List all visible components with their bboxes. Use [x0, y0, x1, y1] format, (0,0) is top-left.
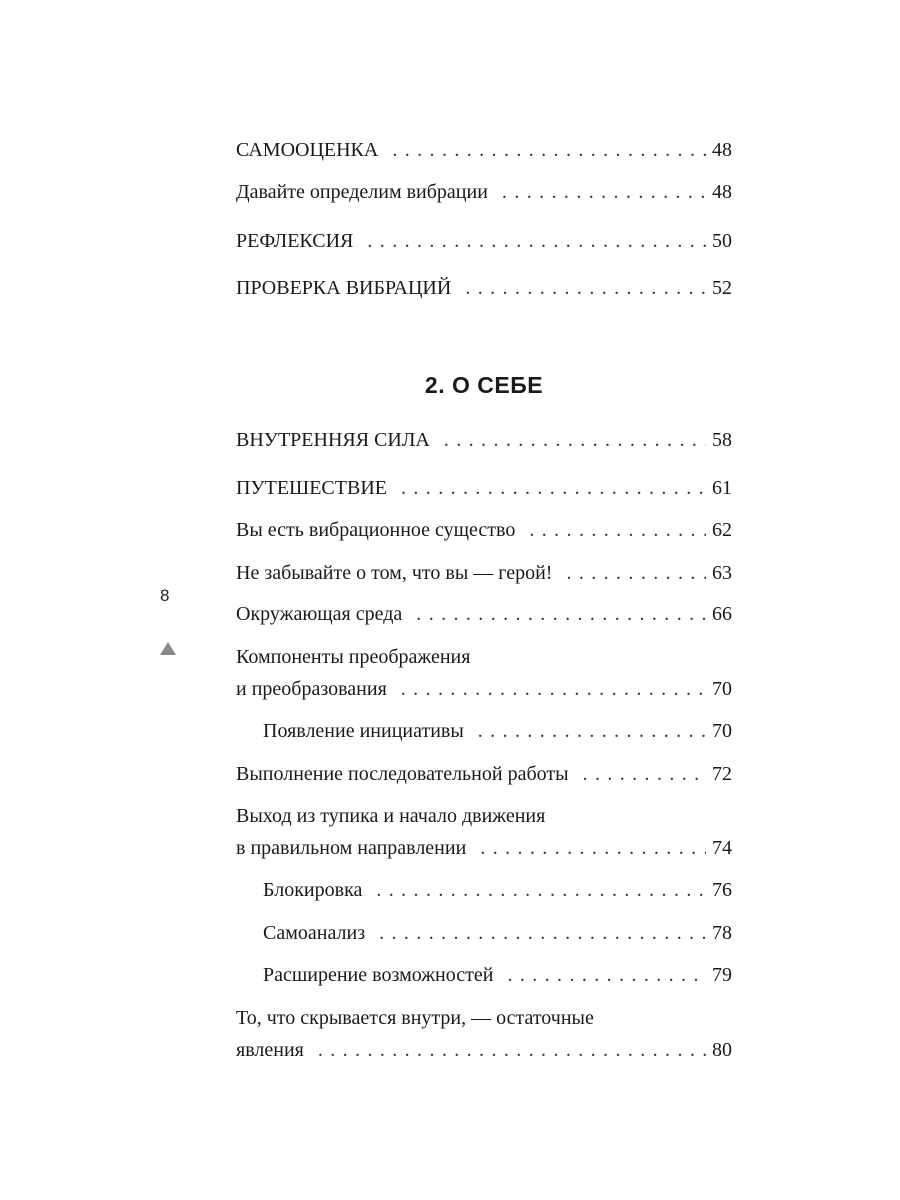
toc-entry-samoanaliz[interactable] [263, 917, 732, 949]
dot-leader [478, 715, 706, 747]
dot-leader [318, 1034, 706, 1066]
dot-leader [507, 959, 706, 991]
toc-entry-rasshirenie-vozmozhnostey[interactable] [263, 959, 732, 991]
dot-leader [376, 874, 706, 906]
toc-title-line1: То, что скрывается внутри, — остаточные [236, 1007, 594, 1029]
toc-page: 58 [712, 429, 732, 451]
toc-title: Окружающая среда [236, 603, 403, 625]
dot-leader [416, 598, 706, 630]
dot-leader [392, 134, 706, 166]
toc-title-line1: Компоненты преображения [236, 646, 471, 668]
toc-title: РЕФЛЕКСИЯ [236, 230, 354, 252]
toc-title: ВНУТРЕННЯЯ СИЛА [236, 429, 430, 451]
toc-page: 48 [712, 181, 732, 203]
toc-page: 76 [712, 879, 732, 901]
toc-title: Давайте определим вибрации [236, 181, 488, 203]
toc-page: 50 [712, 230, 732, 252]
toc-entry-poyavlenie-initsiativy[interactable] [263, 715, 732, 747]
toc-entry-refleksiya[interactable] [236, 225, 732, 257]
toc-title: САМООЦЕНКА [236, 139, 379, 161]
toc-page: 61 [712, 477, 732, 499]
dot-leader [529, 514, 706, 546]
dot-leader [401, 673, 706, 705]
toc-entry-vnutrennyaya-sila[interactable] [236, 424, 732, 456]
toc-page: 48 [712, 139, 732, 161]
toc-page: 70 [712, 720, 732, 742]
toc-title: Самоанализ [263, 922, 366, 944]
dot-leader [401, 472, 706, 504]
toc-entry-puteshestvie[interactable] [236, 472, 732, 504]
page-number: 8 [160, 586, 170, 605]
toc-page: 62 [712, 519, 732, 541]
toc-title: и преобразования [236, 678, 387, 700]
toc-entry-komponenty-preobrazheniya[interactable] [236, 641, 732, 705]
dot-leader [379, 917, 706, 949]
toc-entry-vy-geroy[interactable] [236, 557, 732, 589]
dot-leader [566, 557, 706, 589]
toc-title-line1: Выход из тупика и начало движения [236, 805, 546, 827]
dot-leader [367, 225, 706, 257]
toc-title: в правильном направлении [236, 837, 467, 859]
toc-entry-opredelim-vibratsii[interactable] [236, 176, 732, 208]
toc-title: Не забывайте о том, что вы — герой! [236, 562, 553, 584]
section-heading: 2. О СЕБЕ [424, 372, 544, 398]
toc-page: 78 [712, 922, 732, 944]
toc-page: 74 [712, 837, 732, 859]
dot-leader [444, 424, 706, 456]
toc-entry-vibratsionnoe-sushchestvo[interactable] [236, 514, 732, 546]
toc-title: Появление инициативы [263, 720, 464, 742]
toc-page: 63 [712, 562, 732, 584]
toc-page: 70 [712, 678, 732, 700]
toc-entry-vykhod-iz-tupika[interactable] [236, 800, 732, 864]
toc-title: ПРОВЕРКА ВИБРАЦИЙ [236, 277, 452, 299]
toc-title: Блокировка [263, 879, 363, 901]
toc-page: 72 [712, 763, 732, 785]
toc-page: 52 [712, 277, 732, 299]
toc-title: Вы есть вибрационное существо [236, 519, 516, 541]
toc-entry-okruzhayushchaya-sreda[interactable] [236, 598, 732, 630]
dot-leader [480, 832, 706, 864]
dot-leader [583, 758, 706, 790]
triangle-up-icon [160, 642, 176, 655]
toc-title: Расширение возможностей [263, 964, 494, 986]
toc-entry-skryvaetsya-vnutri[interactable] [236, 1002, 732, 1066]
toc-title: Выполнение последовательной работы [236, 763, 569, 785]
toc-title: ПУТЕШЕСТВИЕ [236, 477, 387, 499]
toc-page: 66 [712, 603, 732, 625]
toc-page: 79 [712, 964, 732, 986]
dot-leader [465, 272, 706, 304]
toc-page: 80 [712, 1039, 732, 1061]
toc-entry-blokirovka[interactable] [263, 874, 732, 906]
dot-leader [502, 176, 706, 208]
toc-title: явления [236, 1039, 304, 1061]
toc-entry-samootsenka[interactable] [236, 134, 732, 166]
toc-entry-proverka-vibratsiy[interactable] [236, 272, 732, 304]
toc-entry-posledovatelnaya-rabota[interactable] [236, 758, 732, 790]
